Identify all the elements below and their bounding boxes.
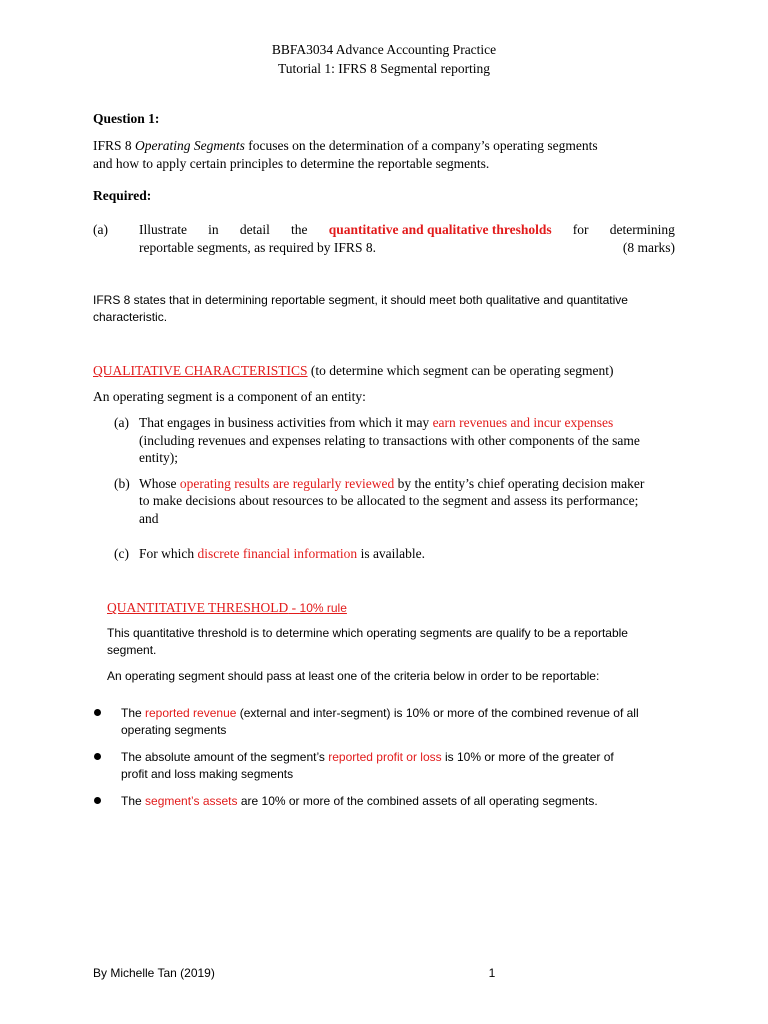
question-heading: Question 1: — [93, 111, 160, 126]
bullet-1-text: The — [121, 706, 146, 720]
intro-italic: Operating Segments — [135, 138, 245, 153]
bullet-2-line1 — [121, 749, 614, 766]
part-word-in: in — [208, 222, 219, 237]
page-number: 1 — [488, 966, 496, 980]
part-line1 — [139, 221, 675, 239]
quant-line2: segment. — [107, 643, 157, 657]
course-title: BBFA3034 Advance Accounting Practice — [271, 42, 497, 57]
quantitative-heading: QUANTITATIVE THRESHOLD — [107, 600, 289, 615]
qualitative-note: (to determine which segment can be operating segment) — [307, 363, 614, 378]
bullet-3-text: The — [121, 794, 146, 808]
part-line2: reportable segments, as required by IFRS 8. — [139, 240, 376, 255]
qual-item-b-line2: to make decisions about resources to be allocated to the segment and assess its performance; — [139, 493, 639, 508]
footer-author: By Michelle Tan (2019) — [93, 966, 215, 980]
answer-intro-line1: IFRS 8 states that in determining reportable segment, it should meet both qualitative and quantitative — [93, 293, 628, 307]
qual-item-b-highlight: operating results are regularly reviewed — [179, 476, 395, 491]
required-heading: Required: — [93, 188, 152, 203]
part-highlight: quantitative and qualitative thresholds — [328, 222, 552, 237]
qual-item-b-line1 — [139, 475, 644, 493]
intro-text-a: IFRS 8 — [93, 138, 136, 153]
part-marks: (8 marks) — [622, 240, 675, 255]
qual-item-b-label: (b) — [114, 476, 130, 491]
quant-lead: An operating segment should pass at least one of the criteria below in order to be reportable: — [107, 669, 600, 683]
bullet-dot — [94, 797, 101, 804]
bullet-3-line1 — [121, 793, 598, 810]
qual-item-b-line3: and — [139, 511, 159, 526]
part-word-determining: determining — [609, 222, 675, 237]
qual-item-b-text: Whose — [139, 476, 180, 491]
part-word-detail: detail — [239, 222, 270, 237]
bullet-2-text-b: is 10% or more of the greater of — [441, 750, 614, 764]
part-label: (a) — [93, 222, 108, 237]
bullet-dot — [94, 709, 101, 716]
qual-item-c-text-b: is available. — [357, 546, 426, 561]
qual-item-a-text: That engages in business activities from which it may — [139, 415, 433, 430]
intro-text-b: focuses on the determination of a company’s operating segments — [244, 138, 598, 153]
qual-item-b-text-b: by the entity’s chief operating decision maker — [394, 476, 645, 491]
qual-item-a-label: (a) — [114, 415, 129, 430]
qual-item-c-line1 — [139, 545, 425, 563]
part-word-the: the — [291, 222, 308, 237]
qualitative-lead: An operating segment is a component of an entity: — [93, 389, 366, 404]
bullet-1-highlight: reported revenue — [145, 706, 237, 720]
question-intro-line1 — [93, 137, 675, 155]
bullet-1-text-b: (external and inter-segment) is 10% or more of the combined revenue of all — [236, 706, 639, 720]
bullet-2-text: The absolute amount of the segment’s — [121, 750, 329, 764]
bullet-3-text-b: are 10% or more of the combined assets of all operating segments. — [237, 794, 598, 808]
part-word-illustrate: Illustrate — [139, 222, 187, 237]
quantitative-sep: - — [288, 600, 300, 615]
bullet-2-highlight: reported profit or loss — [328, 750, 442, 764]
question-intro-line2: and how to apply certain principles to determine the reportable segments. — [93, 156, 490, 171]
qual-item-c-text: For which — [139, 546, 198, 561]
qual-item-c-label: (c) — [114, 546, 129, 561]
qual-item-c-highlight: discrete financial information — [197, 546, 358, 561]
qualitative-heading: QUALITATIVE CHARACTERISTICS — [93, 363, 308, 378]
quantitative-heading-row — [107, 599, 347, 617]
qualitative-heading-row — [93, 362, 613, 380]
tutorial-title: Tutorial 1: IFRS 8 Segmental reporting — [277, 61, 491, 76]
bullet-1-line2: operating segments — [121, 723, 227, 737]
quant-line1: This quantitative threshold is to determine which operating segments are qualify to be a reportable — [107, 626, 628, 640]
answer-intro-line2: characteristic. — [93, 310, 168, 324]
qual-item-a-line2: (including revenues and expenses relating to transactions with other components of the same — [139, 433, 640, 448]
bullet-2-line2: profit and loss making segments — [121, 767, 294, 781]
quantitative-rule: 10% rule — [299, 601, 347, 615]
bullet-dot — [94, 753, 101, 760]
bullet-3-highlight: segment’s assets — [145, 794, 238, 808]
bullet-1-line1 — [121, 705, 639, 722]
qual-item-a-line3: entity); — [139, 450, 178, 465]
part-word-for: for — [572, 222, 589, 237]
qual-item-a-line1 — [139, 414, 613, 432]
qual-item-a-highlight: earn revenues and incur expenses — [432, 415, 614, 430]
